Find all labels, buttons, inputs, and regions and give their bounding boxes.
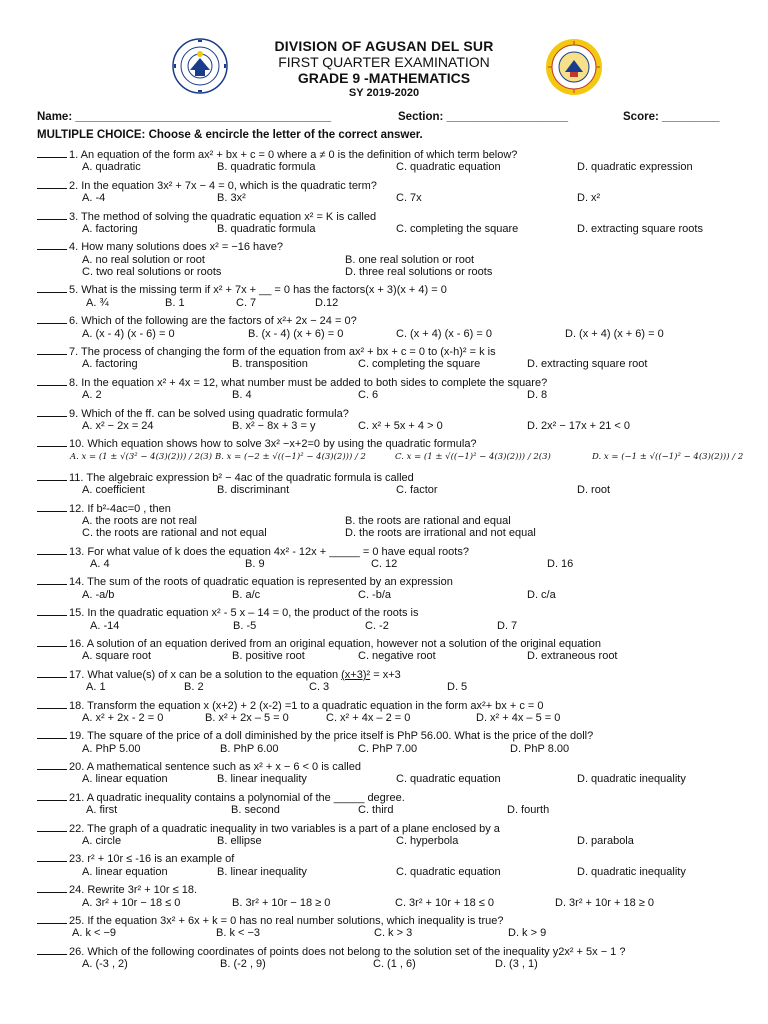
question-1 <box>0 148 768 174</box>
question-stem <box>0 914 768 927</box>
option-d[interactable]: D. (3 , 1) <box>495 958 538 971</box>
option-d[interactable]: D. 5 <box>447 681 468 694</box>
option-row <box>0 451 768 466</box>
option-c[interactable]: C. 7 <box>236 296 257 309</box>
option-row <box>0 328 768 340</box>
question-stem <box>0 606 768 619</box>
answer-blank[interactable] <box>37 179 67 189</box>
option-row <box>0 712 768 724</box>
question-number: 25. <box>69 915 88 928</box>
option-row <box>0 620 768 632</box>
answer-blank[interactable] <box>37 437 67 447</box>
answer-blank[interactable] <box>37 575 67 585</box>
option-a[interactable]: A. -a/b <box>82 588 115 601</box>
option-b[interactable]: B. second <box>231 804 280 817</box>
option-row <box>0 420 768 432</box>
question-text-end: = x+3 <box>370 668 401 681</box>
question-3 <box>0 210 768 236</box>
question-text: r² + 10r ≤ -16 is an example of <box>87 853 235 866</box>
question-text: The process of changing the form of the equation from ax² + bx + c = 0 to (x-h)² = k is <box>81 345 496 358</box>
option-c[interactable]: C. x = (1 ± √((−1)² − 4(3)(2))) / 2(3) <box>395 451 551 462</box>
option-d[interactable]: D. extraneous root <box>527 650 618 663</box>
option-a[interactable]: A. k < −9 <box>72 927 117 940</box>
question-22 <box>0 822 768 848</box>
option-c[interactable]: C. 6 <box>358 389 379 402</box>
option-c[interactable]: C. -2 <box>365 619 389 632</box>
answer-blank[interactable] <box>37 545 67 555</box>
option-a[interactable]: A. PhP 5.00 <box>82 742 141 755</box>
question-text: How many solutions does x² = −16 have? <box>81 241 284 254</box>
option-b[interactable]: B. 3x² <box>217 192 246 205</box>
question-stem <box>0 760 768 773</box>
question-number: 21. <box>69 791 87 804</box>
question-number: 15. <box>69 607 88 620</box>
option-b[interactable]: B. transposition <box>232 358 308 371</box>
question-stem <box>0 240 768 253</box>
answer-blank[interactable] <box>37 883 67 893</box>
question-number: 10. <box>69 438 88 451</box>
question-number: 11. <box>69 471 87 484</box>
question-19 <box>0 729 768 755</box>
option-d[interactable]: D. extracting square roots <box>577 222 703 235</box>
option-a[interactable]: A. first <box>86 804 118 817</box>
question-7 <box>0 345 768 371</box>
question-text: The square of the price of a doll diminished by the price itself is PhP 56.00. What is the price of the doll? <box>87 730 594 743</box>
option-row <box>0 804 768 816</box>
question-11 <box>0 471 768 497</box>
question-number: 2. <box>69 179 82 192</box>
question-5 <box>0 283 768 309</box>
student-info <box>0 111 768 127</box>
answer-blank[interactable] <box>37 822 67 832</box>
question-stem <box>0 345 768 358</box>
question-10 <box>0 437 768 465</box>
option-row <box>0 389 768 401</box>
option-row <box>0 650 768 662</box>
question-text: A quadratic inequality contains a polynomial of the _____ degree. <box>86 791 405 804</box>
question-text: The algebraic expression b² − 4ac of the quadratic formula is called <box>86 471 414 484</box>
question-25 <box>0 914 768 940</box>
option-d[interactable]: D. x² + 4x – 5 = 0 <box>476 711 561 724</box>
question-text: In the equation 3x² + 7x − 4 = 0, which is the quadratic term? <box>81 179 377 192</box>
question-text: An equation of the form ax² + bx + c = 0 where a ≠ 0 is the definition of which term below? <box>80 149 518 161</box>
option-a[interactable]: A. ¾ <box>86 296 109 309</box>
option-d[interactable]: D.12 <box>315 296 339 309</box>
option-b[interactable]: B. -5 <box>233 619 257 632</box>
question-26 <box>0 945 768 971</box>
question-text: A mathematical sentence such as x² + x − 6 < 0 is called <box>86 761 361 774</box>
option-row <box>0 192 768 204</box>
question-6 <box>0 314 768 340</box>
exam-title: FIRST QUARTER EXAMINATION <box>278 54 490 70</box>
option-b[interactable]: B. quadratic formula <box>217 222 316 235</box>
answer-blank[interactable] <box>37 729 67 739</box>
question-stem <box>0 945 768 958</box>
option-c[interactable]: C. third <box>358 804 394 817</box>
question-13 <box>0 545 768 571</box>
question-stem <box>0 407 768 420</box>
option-d[interactable]: D. quadratic inequality <box>577 865 686 878</box>
question-stem <box>0 179 768 192</box>
option-c[interactable]: C. 3r² + 10r + 18 ≤ 0 <box>395 896 494 909</box>
question-text: In the quadratic equation x² - 5 x – 14 = 0, the product of the roots is <box>87 607 419 620</box>
option-b[interactable]: B. linear inequality <box>217 773 307 786</box>
option-b[interactable]: B. quadratic formula <box>217 161 316 174</box>
option-d[interactable]: D. quadratic expression <box>577 161 693 174</box>
answer-blank[interactable] <box>37 852 67 862</box>
option-a[interactable]: A. no real solution or root <box>82 253 205 266</box>
option-c[interactable]: C. (1 , 6) <box>373 958 416 971</box>
question-number: 5. <box>69 284 82 297</box>
question-stem <box>0 376 768 389</box>
option-d[interactable]: D. PhP 8.00 <box>510 742 570 755</box>
option-b[interactable]: B. PhP 6.00 <box>220 742 279 755</box>
option-a[interactable]: A. x² − 2x = 24 <box>82 419 154 432</box>
option-row <box>0 223 768 235</box>
option-c[interactable]: C. -b/a <box>358 588 392 601</box>
question-number: 9. <box>69 407 82 420</box>
question-stem <box>0 437 768 450</box>
question-number: 22. <box>69 822 88 835</box>
question-stem <box>0 668 768 681</box>
option-row <box>0 297 768 309</box>
option-b[interactable]: B. 1 <box>165 296 185 309</box>
question-text: In the equation x² + 4x = 12, what number must be added to both sides to complete the square? <box>81 376 548 389</box>
option-b[interactable]: B. linear inequality <box>217 865 307 878</box>
option-b[interactable]: B. 4 <box>232 389 252 402</box>
option-c[interactable]: C. (x + 4) (x - 6) = 0 <box>396 327 492 340</box>
question-16 <box>0 637 768 663</box>
option-b[interactable]: B. x² + 2x – 5 = 0 <box>205 711 289 724</box>
answer-blank[interactable] <box>37 345 67 355</box>
question-14 <box>0 575 768 601</box>
question-number: 23. <box>69 853 88 866</box>
option-b[interactable]: B. 9 <box>245 557 265 570</box>
grade-title: GRADE 9 -MATHEMATICS <box>297 70 471 86</box>
question-15 <box>0 606 768 632</box>
option-a[interactable]: A. factoring <box>82 358 138 371</box>
option-a[interactable]: A. quadratic <box>82 161 141 174</box>
option-b[interactable]: B. k < −3 <box>216 927 261 940</box>
option-b[interactable]: B. positive root <box>232 650 305 663</box>
question-stem <box>0 729 768 742</box>
answer-blank[interactable] <box>37 668 67 678</box>
option-b[interactable]: B. a/c <box>232 588 261 601</box>
question-number: 4. <box>69 241 82 254</box>
option-b[interactable]: B. 3r² + 10r − 18 ≥ 0 <box>232 896 331 909</box>
question-stem <box>0 822 768 835</box>
option-c[interactable]: C. 3 <box>309 681 330 694</box>
question-stem <box>0 637 768 650</box>
question-stem <box>0 791 768 804</box>
answer-blank[interactable] <box>37 637 67 647</box>
option-b[interactable]: B. (x - 4) (x + 6) = 0 <box>248 327 344 340</box>
question-number: 1. <box>69 149 81 161</box>
section-field[interactable]: Section: ___________________ <box>398 111 569 123</box>
question-stem <box>0 148 768 161</box>
option-a[interactable]: A. 1 <box>86 681 106 694</box>
option-a[interactable]: A. 2 <box>82 389 102 402</box>
question-20 <box>0 760 768 786</box>
option-a[interactable]: A. factoring <box>82 222 138 235</box>
answer-blank[interactable] <box>37 240 67 250</box>
question-text: The method of solving the quadratic equation x² = K is called <box>81 210 377 223</box>
question-stem <box>0 883 768 896</box>
question-number: 14. <box>69 576 88 589</box>
score-field[interactable]: Score: _________ <box>623 111 720 123</box>
option-b[interactable]: B. ellipse <box>217 835 262 847</box>
question-8 <box>0 376 768 402</box>
question-stem <box>0 314 768 327</box>
option-c[interactable]: C. completing the square <box>396 222 519 235</box>
option-row <box>0 743 768 755</box>
question-text: Rewrite 3r² + 10r ≤ 18. <box>87 884 198 897</box>
question-12 <box>0 502 768 540</box>
question-21 <box>0 791 768 817</box>
option-a[interactable]: A. coefficient <box>82 484 145 497</box>
option-c[interactable]: C. 12 <box>371 557 398 570</box>
option-row <box>0 484 768 496</box>
question-list <box>0 148 768 976</box>
option-a[interactable]: A. linear equation <box>82 865 168 878</box>
question-number: 12. <box>69 502 88 515</box>
question-text: If b²-4ac=0 , then <box>87 502 171 515</box>
question-stem <box>0 283 768 296</box>
option-d[interactable]: D. three real solutions or roots <box>345 265 493 278</box>
option-row <box>0 773 768 785</box>
option-c[interactable]: C. x² + 4x – 2 = 0 <box>326 711 411 724</box>
option-a[interactable]: A. (x - 4) (x - 6) = 0 <box>82 327 175 340</box>
question-stem <box>0 471 768 484</box>
option-row <box>0 266 768 278</box>
option-a[interactable]: A. x = (1 ± √(3² − 4(3)(2))) / 2(3) <box>70 451 213 462</box>
option-b[interactable]: B. the roots are rational and equal <box>345 514 511 527</box>
option-row <box>0 835 768 847</box>
option-c[interactable]: C. quadratic equation <box>396 161 501 174</box>
option-c[interactable]: C. x² + 5x + 4 > 0 <box>358 419 443 432</box>
option-row <box>0 515 768 527</box>
question-stem <box>0 699 768 712</box>
option-c[interactable]: C. quadratic equation <box>396 773 501 786</box>
question-4 <box>0 240 768 278</box>
option-d[interactable]: D. c/a <box>527 588 556 601</box>
option-row <box>0 527 768 539</box>
question-17 <box>0 668 768 694</box>
question-stem <box>0 545 768 558</box>
question-number: 19. <box>69 730 88 743</box>
option-d[interactable]: D. quadratic inequality <box>577 773 686 786</box>
option-d[interactable]: D. root <box>577 484 611 497</box>
option-b[interactable]: B. x² − 8x + 3 = y <box>232 419 316 432</box>
option-c[interactable]: C. PhP 7.00 <box>358 742 418 755</box>
option-a[interactable]: A. the roots are not real <box>82 514 197 527</box>
question-number: 24. <box>69 884 88 897</box>
option-c[interactable]: C. k > 3 <box>374 927 413 940</box>
question-text: What is the missing term if x² + 7x + __ = 0 has the factors(x + 3)(x + 4) = 0 <box>81 284 447 297</box>
answer-blank[interactable] <box>37 148 67 158</box>
option-a[interactable]: A. circle <box>82 835 122 847</box>
option-b[interactable]: B. one real solution or root <box>345 253 475 266</box>
option-row <box>0 589 768 601</box>
option-a[interactable]: A. -4 <box>82 192 106 205</box>
question-24 <box>0 883 768 909</box>
answer-blank[interactable] <box>37 407 67 417</box>
answer-blank[interactable] <box>37 791 67 801</box>
option-b[interactable]: B. 2 <box>184 681 204 694</box>
option-row <box>0 254 768 266</box>
option-a[interactable]: A. linear equation <box>82 773 168 786</box>
option-row <box>0 161 768 173</box>
option-d[interactable]: D. extracting square root <box>527 358 648 371</box>
question-text: The graph of a quadratic inequality in two variables is a part of a plane enclosed by a <box>87 822 500 835</box>
answer-blank[interactable] <box>37 699 67 709</box>
question-9 <box>0 407 768 433</box>
option-row <box>0 358 768 370</box>
option-c[interactable]: C. hyperbola <box>396 835 459 847</box>
option-a[interactable]: A. 4 <box>90 557 110 570</box>
question-number: 6. <box>69 315 82 328</box>
option-c[interactable]: C. completing the square <box>358 358 481 371</box>
option-row <box>0 681 768 693</box>
option-b[interactable]: B. x = (−2 ± √((−1)² − 4(3)(2))) / 2 <box>215 451 366 462</box>
option-d[interactable]: D. x² <box>577 192 601 205</box>
question-number: 26. <box>69 945 88 958</box>
name-field[interactable]: Name: ________________________________________ <box>37 111 332 123</box>
question-number: 18. <box>69 699 88 712</box>
option-c[interactable]: C. quadratic equation <box>396 865 501 878</box>
option-row <box>0 558 768 570</box>
option-d[interactable]: D. 3r² + 10r + 18 ≥ 0 <box>555 896 654 909</box>
option-d[interactable]: D. x = (−1 ± √((−1)² − 4(3)(2))) / 2 <box>592 451 744 462</box>
option-row <box>0 866 768 878</box>
option-c[interactable]: C. factor <box>396 484 438 497</box>
option-d[interactable]: D. 8 <box>527 389 548 402</box>
option-d[interactable]: D. (x + 4) (x + 6) = 0 <box>565 327 664 340</box>
option-a[interactable]: A. (-3 , 2) <box>82 958 128 971</box>
question-number: 17. <box>69 668 88 681</box>
question-stem <box>0 852 768 865</box>
question-number: 7. <box>69 345 82 358</box>
question-text: The sum of the roots of quadratic equation is represented by an expression <box>87 576 453 589</box>
question-2 <box>0 179 768 205</box>
option-d[interactable]: D. 2x² − 17x + 21 < 0 <box>527 419 631 432</box>
option-d[interactable]: D. 16 <box>547 557 574 570</box>
answer-blank[interactable] <box>37 376 67 386</box>
school-year: SY 2019-2020 <box>348 87 420 99</box>
option-b[interactable]: B. discriminant <box>217 484 290 497</box>
answer-blank[interactable] <box>37 760 67 770</box>
option-d[interactable]: D. k > 9 <box>508 927 547 940</box>
question-text: What value(s) of x can be a solution to the equation <box>87 668 342 681</box>
option-d[interactable]: D. the roots are irrational and not equal <box>345 527 536 540</box>
question-18 <box>0 699 768 725</box>
exam-header <box>0 38 768 100</box>
option-a[interactable]: A. x² + 2x - 2 = 0 <box>82 711 164 724</box>
answer-blank[interactable] <box>37 914 67 924</box>
option-a[interactable]: A. 3r² + 10r − 18 ≤ 0 <box>82 896 181 909</box>
question-number: 3. <box>69 210 82 223</box>
question-text: Which of the following coordinates of points does not belong to the solution set of the inequality y2x² + 5x − 1 ? <box>87 945 626 958</box>
option-c[interactable]: C. negative root <box>358 650 436 663</box>
option-d[interactable]: D. fourth <box>507 804 550 817</box>
question-number: 20. <box>69 761 87 774</box>
division-title: DIVISION OF AGUSAN DEL SUR <box>274 38 494 54</box>
option-d[interactable]: D. 7 <box>497 619 518 632</box>
question-text: Which of the ff. can be solved using quadratic formula? <box>81 407 349 420</box>
answer-blank[interactable] <box>37 210 67 220</box>
question-23 <box>0 852 768 878</box>
option-c[interactable]: C. 7x <box>396 192 422 205</box>
question-text: If the equation 3x² + 6x + k = 0 has no real number solutions, which inequality is true? <box>87 915 504 928</box>
answer-blank[interactable] <box>37 471 67 481</box>
answer-blank[interactable] <box>37 283 67 293</box>
option-c[interactable]: C. the roots are rational and not equal <box>82 527 267 540</box>
question-stem <box>0 210 768 223</box>
question-underlined-term: (x+3)² <box>341 668 371 681</box>
question-text: A solution of an equation derived from an original equation, however not a solution of the original equation <box>86 638 602 651</box>
question-text: Transform the equation x (x+2) + 2 (x-2) =1 to a quadratic equation in the form ax²+ bx + c = 0 <box>87 699 544 712</box>
question-number: 16. <box>69 638 87 651</box>
option-row <box>0 897 768 909</box>
option-row <box>0 958 768 970</box>
question-stem <box>0 575 768 588</box>
answer-blank[interactable] <box>37 314 67 324</box>
question-text: Which equation shows how to solve 3x² −x+2=0 by using the quadratic formula? <box>87 438 477 451</box>
answer-blank[interactable] <box>37 945 67 955</box>
question-text: For what value of k does the equation 4x² - 12x + _____ = 0 have equal roots? <box>87 545 469 558</box>
question-stem <box>0 502 768 515</box>
option-c[interactable]: C. two real solutions or roots <box>82 265 222 278</box>
question-number: 8. <box>69 376 82 389</box>
answer-blank[interactable] <box>37 606 67 616</box>
directions: MULTIPLE CHOICE: Choose & encircle the letter of the correct answer. <box>37 129 423 141</box>
option-d[interactable]: D. parabola <box>577 835 634 847</box>
option-b[interactable]: B. (-2 , 9) <box>220 958 266 971</box>
answer-blank[interactable] <box>37 502 67 512</box>
question-text: Which of the following are the factors of x²+ 2x − 24 = 0? <box>81 315 357 328</box>
question-number: 13. <box>69 545 88 558</box>
option-a[interactable]: A. -14 <box>90 619 120 632</box>
option-row <box>0 927 768 939</box>
option-a[interactable]: A. square root <box>82 650 152 663</box>
